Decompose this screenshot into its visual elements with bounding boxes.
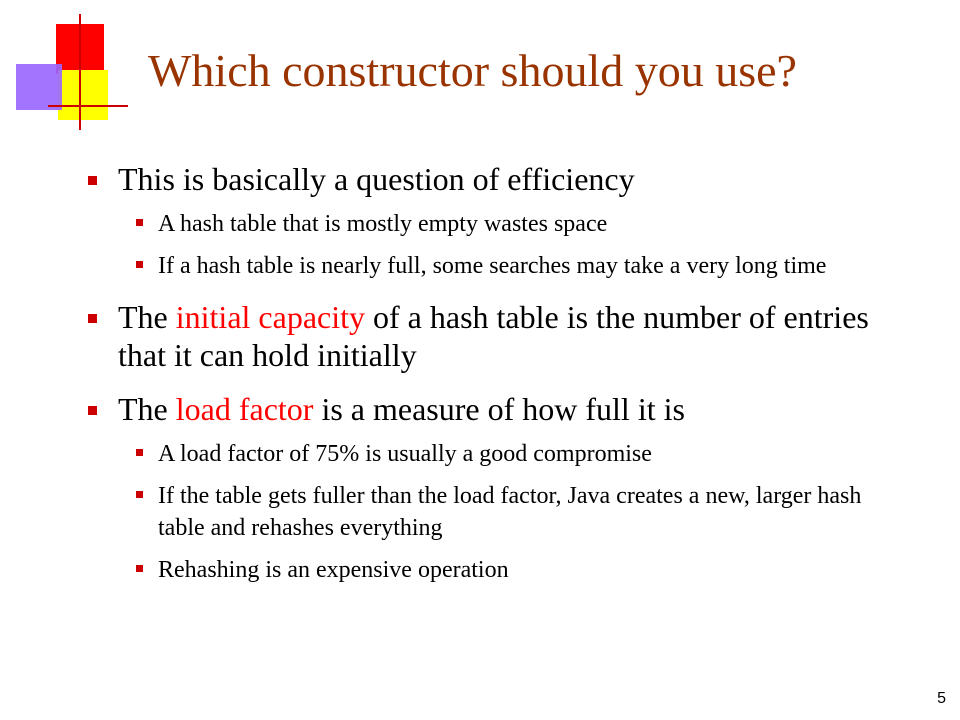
bullet-list [88,160,888,586]
bullet-text: A load factor of 75% is usually a good compromise [158,441,652,467]
square-bullet-icon [88,406,97,415]
bullet-text-prefix: The [118,391,176,427]
square-bullet-icon [136,261,143,268]
list-item [88,554,888,586]
bullet-text: This is basically a question of efficiency [118,161,635,197]
bullet-text: Rehashing is an expensive operation [158,557,509,583]
square-bullet-icon [136,491,143,498]
bullet-text-suffix: is a measure of how full it is [313,391,685,427]
square-bullet-icon [88,314,97,323]
square-bullet-icon [136,449,143,456]
decorative-squares-logo [0,0,130,140]
list-item [88,480,888,544]
logo-purple-square [16,64,62,110]
slide-title: Which constructor should you use? [148,45,797,96]
square-bullet-icon [136,565,143,572]
highlighted-term-load-factor: load factor [175,391,314,427]
list-item [88,250,888,282]
bullet-text-prefix: The [118,299,176,335]
list-item [88,208,888,240]
list-item [88,160,888,198]
square-bullet-icon [88,176,97,185]
page-number: 5 [937,690,946,707]
bullet-text: If a hash table is nearly full, some searches may take a very long time [158,253,827,279]
list-item [88,298,888,374]
highlighted-term-initial-capacity: initial capacity [175,299,365,335]
list-item [88,390,888,428]
bullet-text: A hash table that is mostly empty wastes space [158,211,608,237]
list-item [88,438,888,470]
square-bullet-icon [136,219,143,226]
bullet-text: If the table gets fuller than the load factor, Java creates a new, larger hash table and rehashes everything [158,483,862,541]
bullet-text-suffix: of a hash table is the number of entries that it can hold initially [118,299,869,373]
logo-yellow-square [58,70,108,120]
